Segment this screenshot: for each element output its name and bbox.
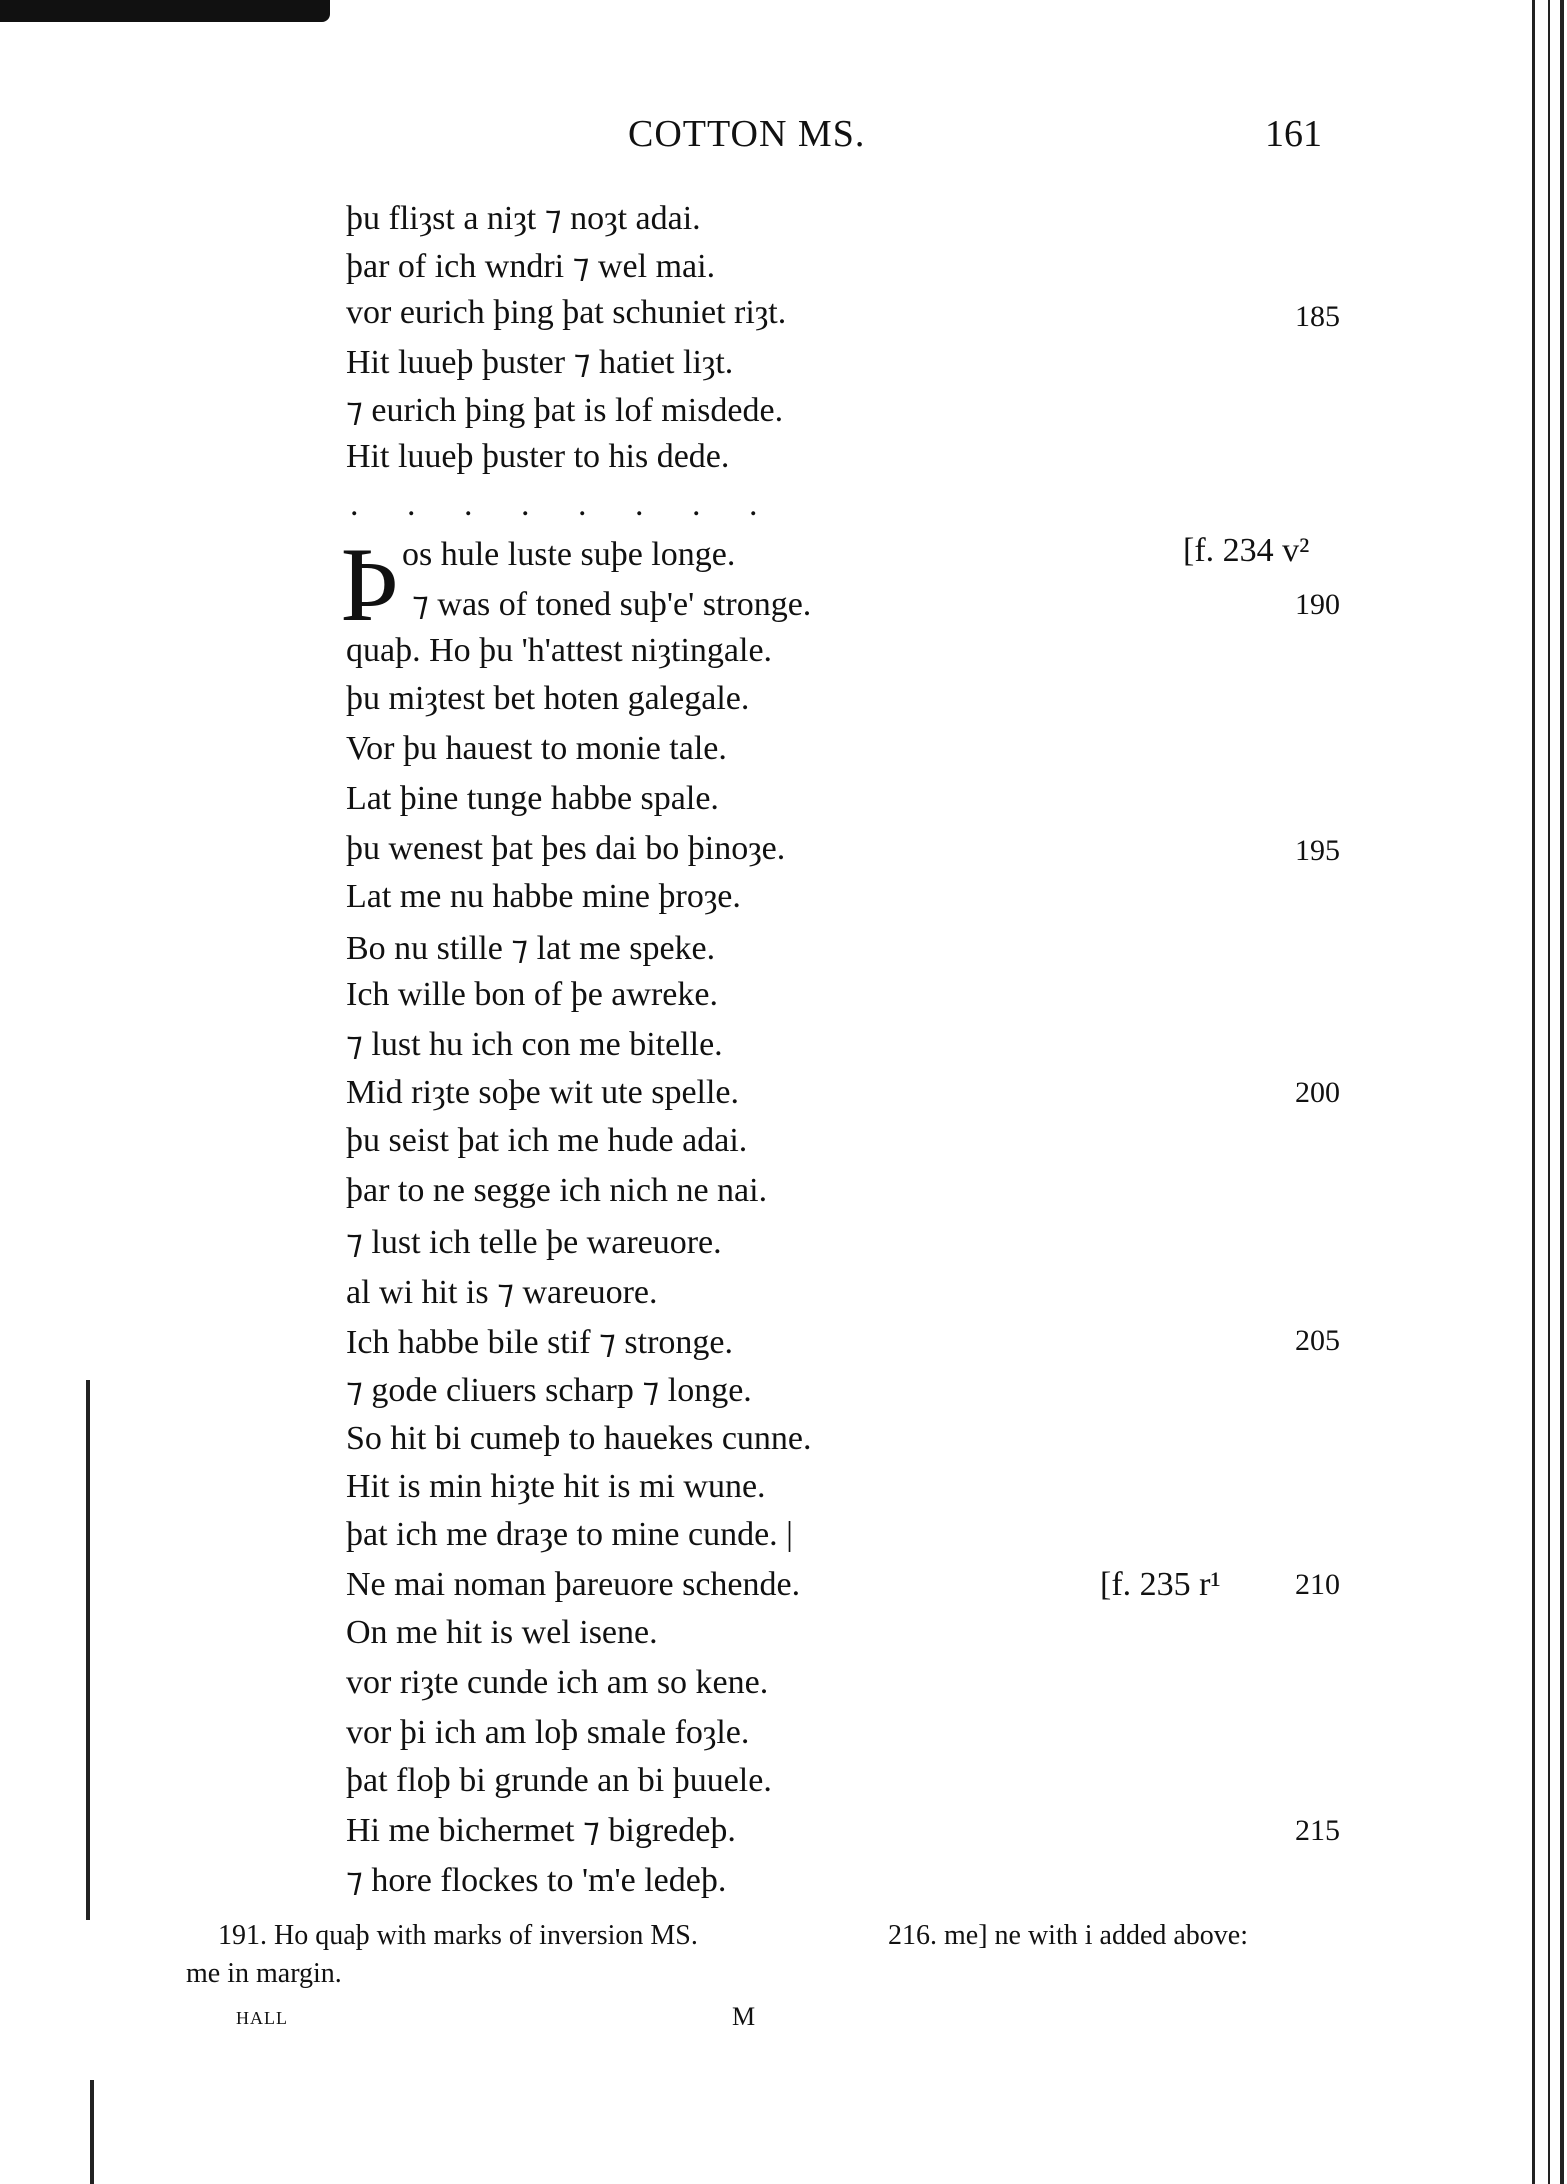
verse-line: ⁊ eurich þing þat is lof misdede.: [346, 392, 784, 429]
line-number: 215: [1295, 1814, 1340, 1847]
verse-line: Ich wille bon of þe awreke.: [346, 976, 718, 1013]
verse-line: Hit luueþ þuster ⁊ hatiet liȝt.: [346, 344, 734, 381]
scan-edge-line: [86, 1380, 90, 1920]
verse-line: þar of ich wndri ⁊ wel mai.: [346, 248, 716, 285]
page-number: 161: [1265, 113, 1322, 155]
verse-line: ⁊ gode cliuers scharp ⁊ longe.: [346, 1372, 752, 1409]
verse-line: þu fliȝst a niȝt ⁊ noȝt adai.: [346, 200, 701, 237]
verse-line: þat floþ bi grunde an bi þuuele.: [346, 1762, 772, 1799]
verse-line: Vor þu hauest to monie tale.: [346, 730, 727, 767]
verse-line: Ne mai noman þareuore schende.: [346, 1566, 801, 1603]
folio-mark: [f. 235 r¹: [1100, 1566, 1221, 1603]
verse-line: Lat þine tunge habbe spale.: [346, 780, 719, 817]
verse-line: ⁊ lust hu ich con me bitelle.: [346, 1026, 723, 1063]
verse-line: So hit bi cumeþ to hauekes cunne.: [346, 1420, 812, 1457]
verse-line: vor eurich þing þat schuniet riȝt.: [346, 294, 787, 331]
signature-letter: M: [732, 2002, 756, 2031]
line-number: 205: [1295, 1324, 1340, 1357]
verse-line: Hit is min hiȝte hit is mi wune.: [346, 1468, 766, 1505]
scan-edge-bar: [0, 0, 330, 22]
scan-edge-line: [1560, 0, 1564, 2184]
verse-line: þat ich me draȝe to mine cunde. |: [346, 1516, 793, 1553]
verse-line: al wi hit is ⁊ wareuore.: [346, 1274, 658, 1311]
line-number: 190: [1295, 588, 1340, 621]
footnote-216: 216. me] ne with i added above:: [888, 1920, 1249, 1951]
verse-line: Bo nu stille ⁊ lat me speke.: [346, 930, 716, 967]
verse-line: Ich habbe bile stif ⁊ stronge.: [346, 1324, 734, 1361]
verse-line: On me hit is wel isene.: [346, 1614, 658, 1651]
ellipsis-dots: . . . . . . . .: [350, 486, 778, 523]
verse-line: quaþ. Ho þu 'h'attest niȝtingale.: [346, 632, 773, 669]
verse-line: þu seist þat ich me hude adai.: [346, 1122, 748, 1159]
verse-line: ⁊ hore flockes to 'm'e ledeþ.: [346, 1862, 727, 1899]
scan-edge-line: [1548, 0, 1550, 2184]
verse-line: þar to ne segge ich nich ne nai.: [346, 1172, 768, 1209]
footnote-191: 191. Ho quaþ with marks of inversion MS.: [218, 1920, 698, 1951]
line-number: 200: [1295, 1076, 1340, 1109]
verse-line: os hule luste suþe longe.: [402, 536, 736, 573]
line-number: 185: [1295, 300, 1340, 333]
running-head-title: COTTON MS.: [628, 113, 866, 155]
verse-line: vor þi ich am loþ smale foȝle.: [346, 1714, 750, 1751]
scan-edge-line: [90, 2080, 94, 2184]
verse-line: Lat me nu habbe mine þroȝe.: [346, 878, 741, 915]
verse-line: ⁊ was of toned suþ'e' stronge.: [412, 586, 812, 623]
verse-line: Hi me bichermet ⁊ bigredeþ.: [346, 1812, 736, 1849]
verse-line: þu wenest þat þes dai bo þinoȝe.: [346, 830, 786, 867]
footnote-216-continued: me in margin.: [186, 1958, 342, 1989]
scan-edge-line: [1532, 0, 1535, 2184]
line-number: 195: [1295, 834, 1340, 867]
verse-line: Mid riȝte soþe wit ute spelle.: [346, 1074, 740, 1111]
folio-mark: [f. 234 v²: [1183, 532, 1310, 569]
drop-cap: Þ: [340, 526, 399, 643]
verse-line: Hit luueþ þuster to his dede.: [346, 438, 730, 475]
verse-line: þu miȝtest bet hoten galegale.: [346, 680, 750, 717]
line-number: 210: [1295, 1568, 1340, 1601]
signature-mark: HALL: [236, 2008, 288, 2028]
verse-line: vor riȝte cunde ich am so kene.: [346, 1664, 769, 1701]
verse-line: ⁊ lust ich telle þe wareuore.: [346, 1224, 722, 1261]
